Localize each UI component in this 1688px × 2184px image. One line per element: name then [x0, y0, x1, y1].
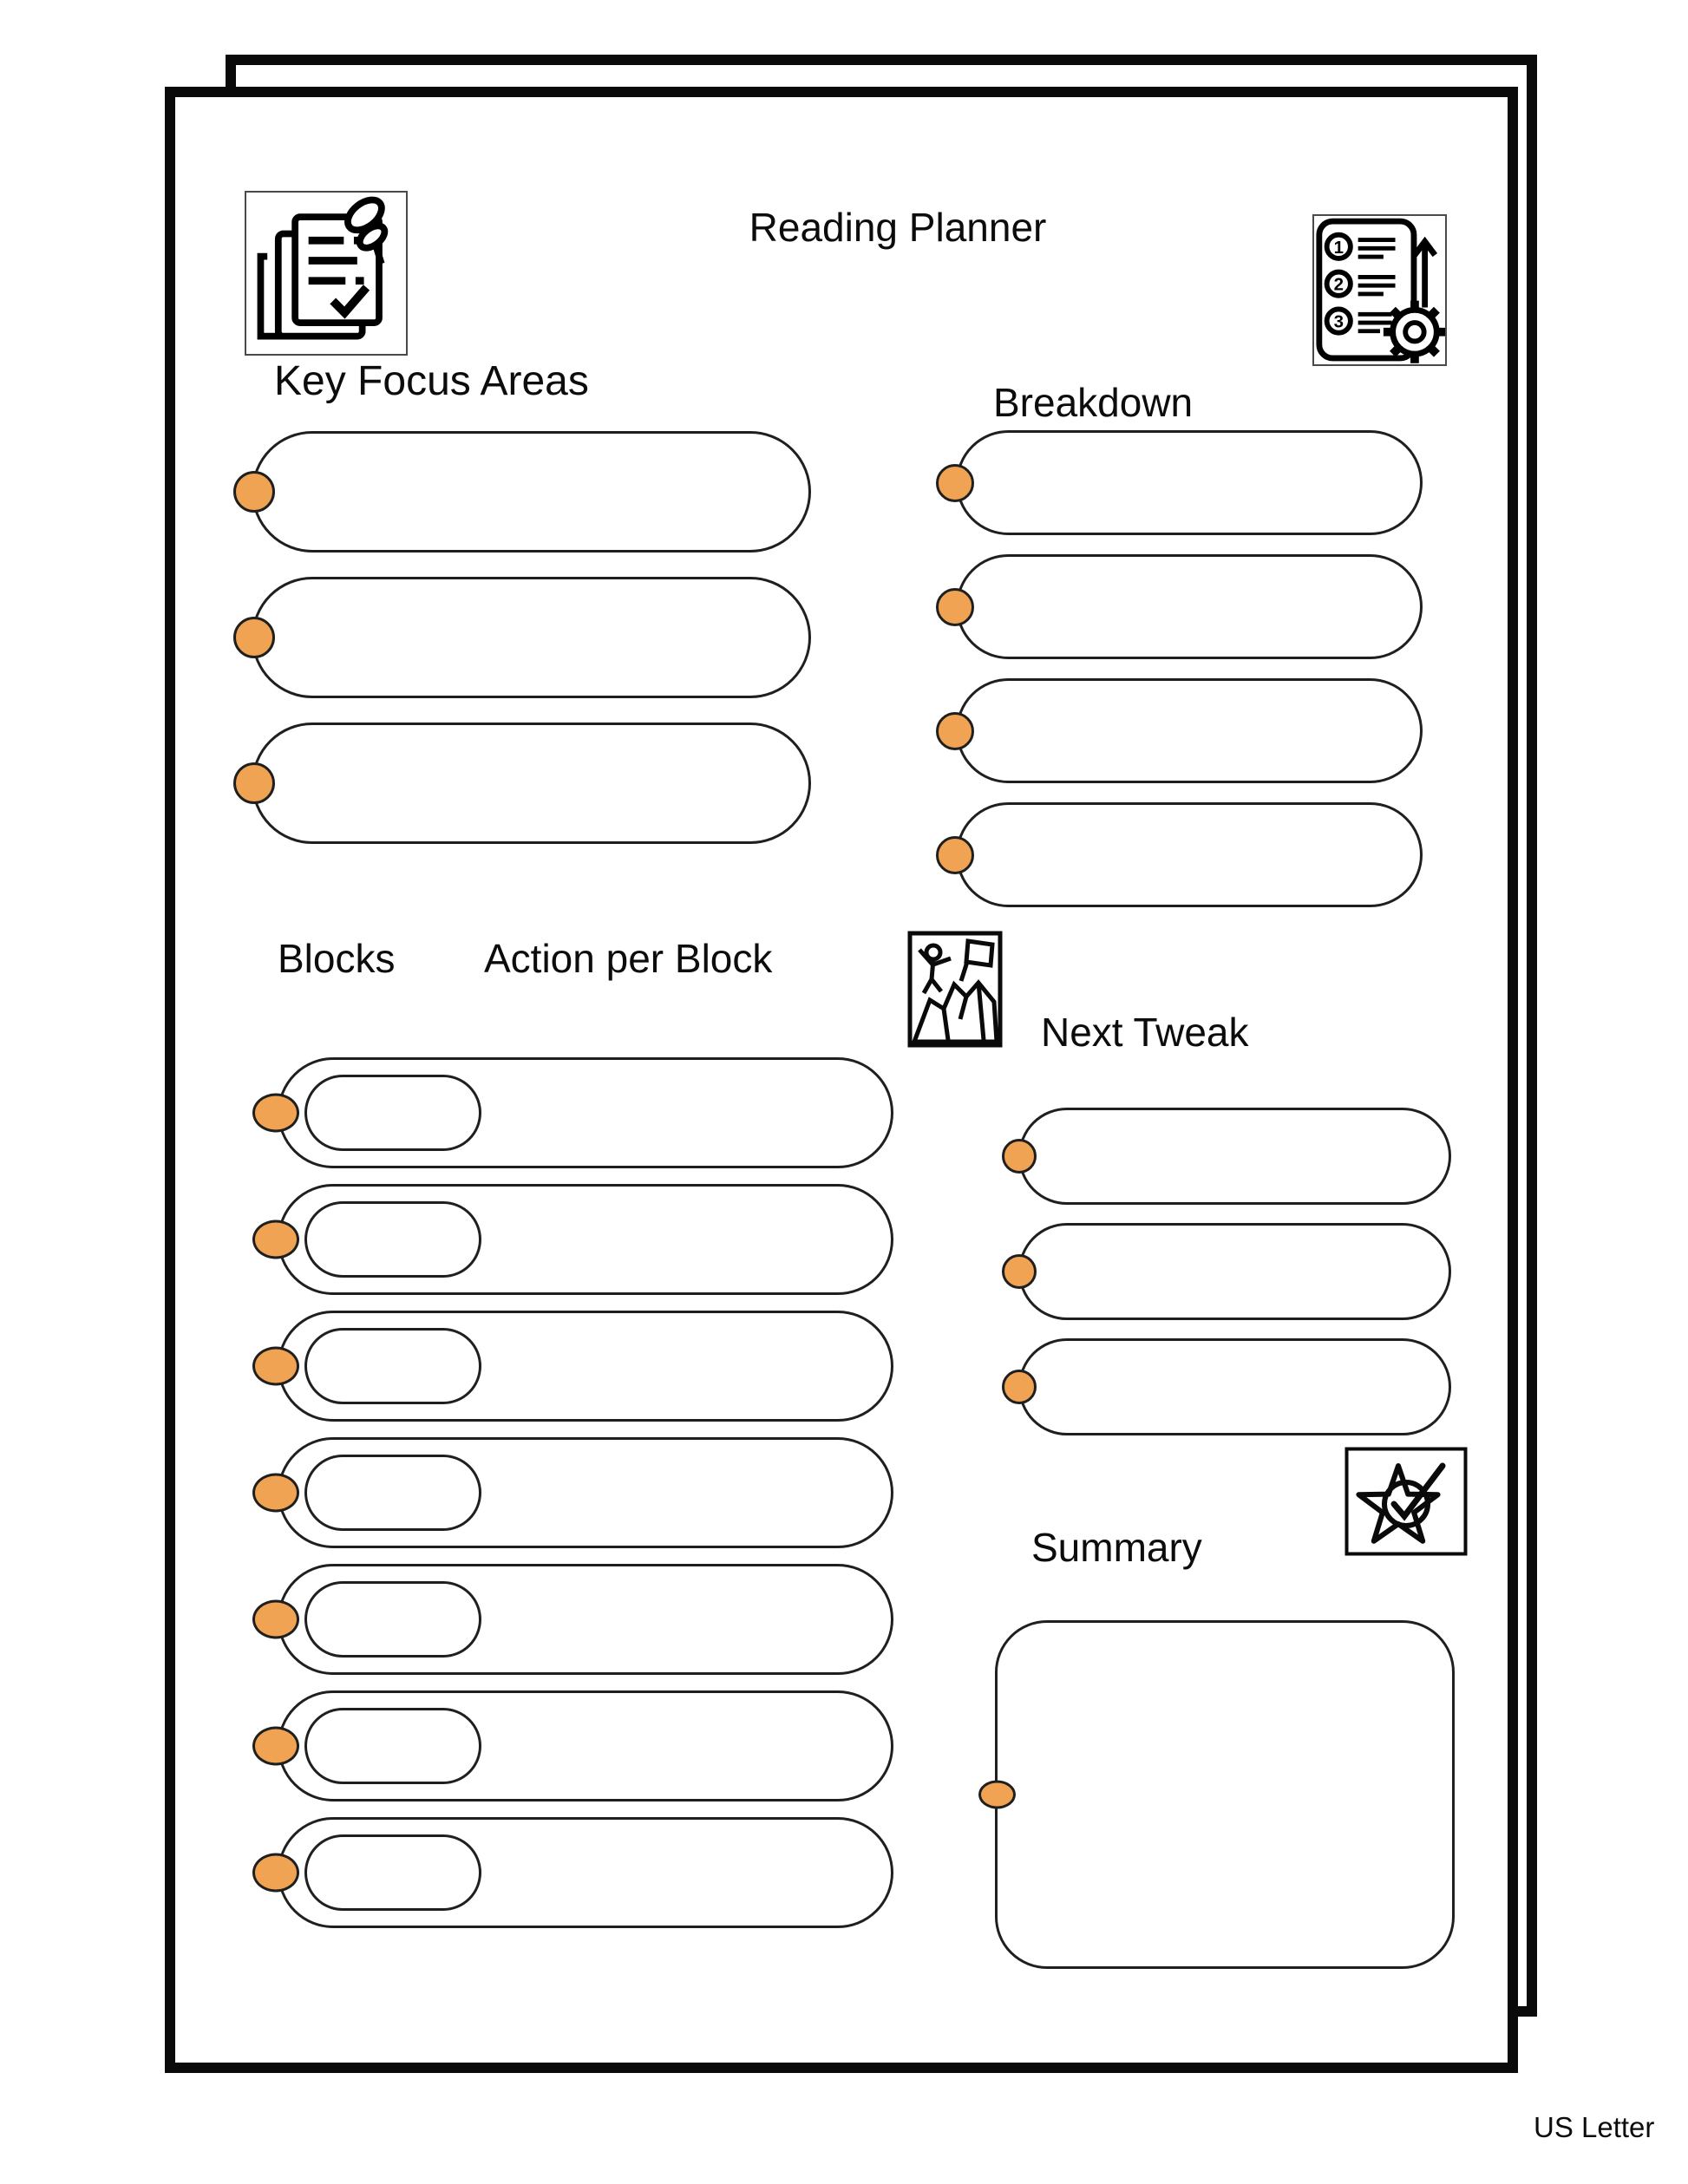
bullet-dot [252, 1854, 299, 1893]
bullet-dot [252, 1727, 299, 1766]
block-field[interactable] [304, 1201, 481, 1278]
list-digit-1: 1 [1333, 237, 1344, 258]
breakdown-field[interactable] [956, 430, 1423, 535]
section-label-action-per-block: Action per Block [484, 936, 773, 981]
action-per-block-field[interactable] [278, 1184, 893, 1295]
action-per-block-field[interactable] [278, 1690, 893, 1801]
block-field[interactable] [304, 1328, 481, 1404]
block-field[interactable] [304, 1455, 481, 1531]
bullet-dot [252, 1220, 299, 1259]
next-tweak-field-list [1018, 1108, 1451, 1435]
section-label-blocks: Blocks [278, 936, 396, 981]
bullet-dot [252, 1600, 299, 1639]
bullet-dot [233, 617, 275, 658]
breakdown-field-list [956, 430, 1423, 907]
page-title: Reading Planner [749, 205, 1047, 250]
next-tweak-field[interactable] [1018, 1223, 1451, 1320]
key-focus-field[interactable] [252, 723, 811, 844]
block-field[interactable] [304, 1708, 481, 1784]
bullet-dot [936, 464, 974, 502]
action-per-block-field[interactable] [278, 1564, 893, 1675]
paper-size-label: US Letter [1534, 2111, 1655, 2143]
action-per-block-field[interactable] [278, 1057, 893, 1168]
key-focus-field-list [252, 431, 811, 844]
block-field[interactable] [304, 1075, 481, 1151]
bullet-dot [1002, 1254, 1037, 1289]
bullet-dot [1002, 1139, 1037, 1174]
section-label-key-focus: Key Focus Areas [274, 358, 589, 404]
blocks-row-list [278, 1057, 893, 1928]
pinned-notes-icon [245, 191, 408, 356]
action-per-block-field[interactable] [278, 1817, 893, 1928]
list-digit-2: 2 [1333, 274, 1344, 295]
bullet-dot [252, 1474, 299, 1513]
star-check-icon [1345, 1447, 1468, 1556]
block-field[interactable] [304, 1581, 481, 1658]
key-focus-field[interactable] [252, 431, 811, 553]
bullet-dot [936, 836, 974, 874]
bullet-dot [233, 762, 275, 804]
mountain-climber-icon [907, 931, 1003, 1048]
action-per-block-field[interactable] [278, 1437, 893, 1548]
block-field[interactable] [304, 1834, 481, 1911]
breakdown-field[interactable] [956, 554, 1423, 659]
breakdown-field[interactable] [956, 802, 1423, 907]
bullet-dot [233, 471, 275, 513]
action-per-block-field[interactable] [278, 1311, 893, 1422]
bullet-dot [1002, 1370, 1037, 1404]
breakdown-field[interactable] [956, 678, 1423, 783]
section-label-next-tweak: Next Tweak [1041, 1010, 1249, 1055]
summary-field[interactable] [995, 1620, 1455, 1969]
bullet-dot [252, 1347, 299, 1386]
bullet-dot [936, 712, 974, 750]
list-digit-3: 3 [1333, 311, 1344, 332]
bullet-dot [978, 1781, 1016, 1809]
bullet-dot [252, 1094, 299, 1133]
key-focus-field[interactable] [252, 577, 811, 698]
next-tweak-field[interactable] [1018, 1108, 1451, 1205]
summary-field-list [995, 1620, 1455, 1969]
section-label-breakdown: Breakdown [993, 380, 1194, 425]
bullet-dot [936, 588, 974, 626]
section-label-summary: Summary [1031, 1525, 1202, 1570]
next-tweak-field[interactable] [1018, 1338, 1451, 1435]
numbered-list-gear-icon [1312, 214, 1447, 366]
